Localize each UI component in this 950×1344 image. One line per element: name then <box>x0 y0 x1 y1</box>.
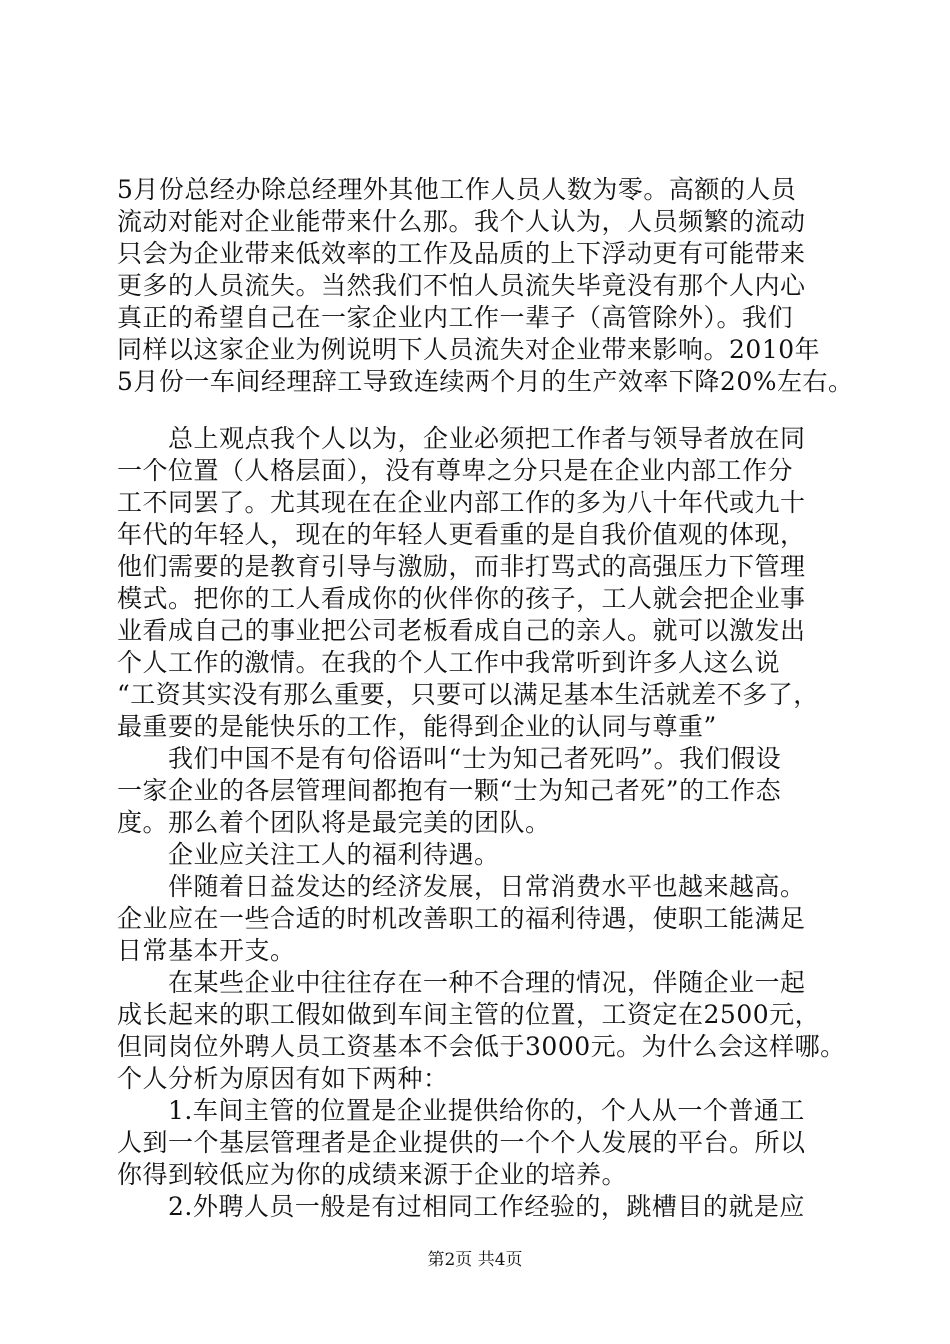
body-line: 日常基本开支。 <box>117 936 296 965</box>
body-line: 工不同罢了。尤其现在在企业内部工作的多为八十年代或九十 <box>117 488 806 517</box>
body-line: 年代的年轻人，现在的年轻人更看重的是自我价值观的体现， <box>117 520 806 549</box>
body-line: 总上观点我个人以为，企业必须把工作者与领导者放在同 <box>117 424 806 453</box>
body-line: 真正的希望自己在一家企业内工作一辈子（高管除外）。我们 <box>117 303 794 332</box>
body-line: 1.车间主管的位置是企业提供给你的，个人从一个普通工 <box>117 1096 805 1125</box>
body-line: 企业应在一些合适的时机改善职工的福利待遇，使职工能满足 <box>117 904 806 933</box>
body-line: 一家企业的各层管理间都抱有一颗“士为知己者死”的工作态 <box>117 776 782 805</box>
body-line: 同样以这家企业为例说明下人员流失对企业带来影响。2010年 <box>117 335 821 364</box>
body-line: 2.外聘人员一般是有过相同工作经验的，跳槽目的就是应 <box>117 1192 805 1221</box>
page-footer: 第2页 共4页 <box>427 1250 523 1270</box>
body-line: 人到一个基层管理者是企业提供的一个个人发展的平台。所以 <box>117 1128 806 1157</box>
body-line: 业看成自己的事业把公司老板看成自己的亲人。就可以激发出 <box>117 616 806 645</box>
body-line: 但同岗位外聘人员工资基本不会低于3000元。为什么会这样哪。 <box>117 1032 846 1061</box>
body-line: 流动对能对企业能带来什么那。我个人认为，人员频繁的流动 <box>117 207 806 236</box>
body-line: 你得到较低应为你的成绩来源于企业的培养。 <box>117 1160 628 1189</box>
body-line: 我们中国不是有句俗语叫“士为知己者死吗”。我们假设 <box>117 744 782 773</box>
body-line: 度。那么着个团队将是最完美的团队。 <box>117 808 551 837</box>
body-line: 个人工作的激情。在我的个人工作中我常听到许多人这么说 <box>117 648 781 677</box>
body-line: 个人分析为原因有如下两种： <box>117 1064 449 1093</box>
body-line: 更多的人员流失。当然我们不怕人员流失毕竟没有那个人内心 <box>117 271 806 300</box>
body-line: 一个位置（人格层面），没有尊卑之分只是在企业内部工作分 <box>117 456 794 485</box>
body-line: 伴随着日益发达的经济发展，日常消费水平也越来越高。 <box>117 872 806 901</box>
body-line: 只会为企业带来低效率的工作及品质的上下浮动更有可能带来 <box>117 239 806 268</box>
body-line: 成长起来的职工假如做到车间主管的位置，工资定在2500元， <box>117 1000 821 1029</box>
body-line: 5月份总经办除总经理外其他工作人员人数为零。高额的人员 <box>117 175 797 204</box>
body-line: 他们需要的是教育引导与激励，而非打骂式的高强压力下管理 <box>117 552 806 581</box>
body-line: 5月份一车间经理辞工导致连续两个月的生产效率下降20%左右。 <box>117 367 854 396</box>
body-line: 最重要的是能快乐的工作，能得到企业的认同与尊重” <box>117 712 717 741</box>
body-line: 模式。把你的工人看成你的伙伴你的孩子，工人就会把企业事 <box>117 584 806 613</box>
body-line: 企业应关注工人的福利待遇。 <box>117 840 500 869</box>
body-line: “工资其实没有那么重要，只要可以满足基本生活就差不多了， <box>117 680 819 709</box>
body-line: 在某些企业中往往存在一种不合理的情况，伴随企业一起 <box>117 968 806 997</box>
